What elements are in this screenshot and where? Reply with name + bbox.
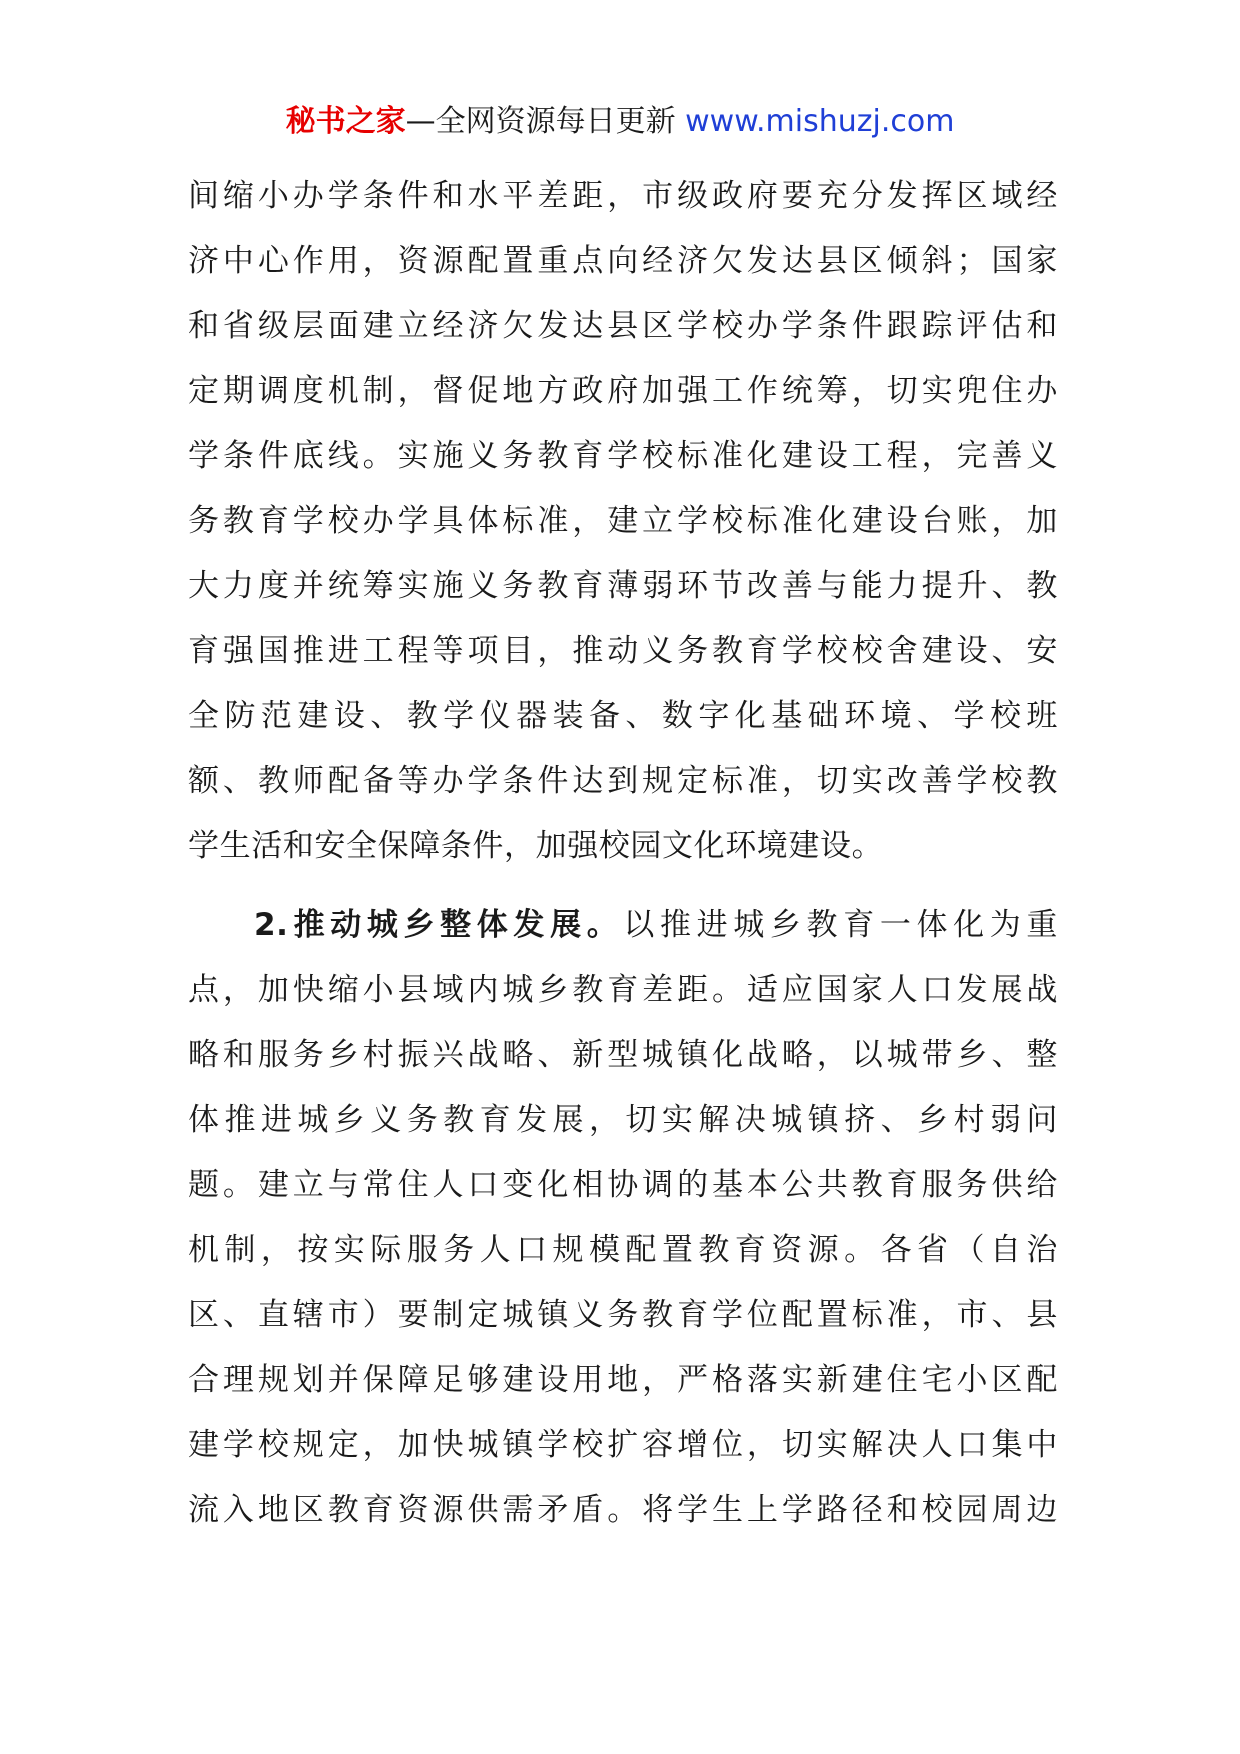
paragraph-line: 大力度并统筹实施义务教育薄弱环节改善与能力提升、教 (188, 568, 1058, 604)
section-heading: 2.推动城乡整体发展。 (254, 907, 624, 943)
paragraph-line: 机制，按实际服务人口规模配置教育资源。各省（自治 (188, 1232, 1058, 1268)
paragraph-line: 育强国推进工程等项目，推动义务教育学校校舍建设、安 (188, 633, 1058, 669)
paragraph-line: 合理规划并保障足够建设用地，严格落实新建住宅小区配 (188, 1362, 1058, 1398)
paragraph-line: 流入地区教育资源供需矛盾。将学生上学路径和校园周边 (188, 1492, 1058, 1528)
paragraph-line: 额、教师配备等办学条件达到规定标准，切实改善学校教 (188, 763, 1058, 799)
paragraph-line: 区、直辖市）要制定城镇义务教育学位配置标准，市、县 (188, 1297, 1058, 1333)
paragraph-line: 务教育学校办学具体标准，建立学校标准化建设台账，加 (188, 503, 1058, 539)
paragraph-line: 建学校规定，加快城镇学校扩容增位，切实解决人口集中 (188, 1427, 1058, 1463)
paragraph-line: 点，加快缩小县域内城乡教育差距。适应国家人口发展战 (188, 972, 1058, 1008)
document-body (188, 164, 1058, 1543)
paragraph-line: 定期调度机制，督促地方政府加强工作统筹，切实兜住办 (188, 373, 1058, 409)
header-tagline: —全网资源每日更新 (405, 104, 686, 139)
paragraph-line-text: 以推进城乡教育一体化为重 (623, 907, 1058, 943)
page-header (0, 102, 1240, 142)
paragraph-first-line (188, 893, 1058, 958)
paragraph-line: 体推进城乡义务教育发展，切实解决城镇挤、乡村弱问 (188, 1102, 1058, 1138)
paragraph-line: 全防范建设、教学仪器装备、数字化基础环境、学校班 (188, 698, 1058, 734)
paragraph-1 (188, 164, 1058, 879)
header-url-link[interactable]: www.mishuzj.com (685, 104, 955, 139)
paragraph-spacer (188, 879, 1058, 893)
header-brand: 秘书之家 (285, 104, 406, 139)
paragraph-line: 学生活和安全保障条件，加强校园文化环境建设。 (188, 828, 884, 864)
paragraph-line: 间缩小办学条件和水平差距，市级政府要充分发挥区域经 (188, 178, 1058, 214)
paragraph-line: 和省级层面建立经济欠发达县区学校办学条件跟踪评估和 (188, 308, 1058, 344)
paragraph-line: 济中心作用，资源配置重点向经济欠发达县区倾斜；国家 (188, 243, 1058, 279)
paragraph-line: 学条件底线。实施义务教育学校标准化建设工程，完善义 (188, 438, 1058, 474)
paragraph-line: 略和服务乡村振兴战略、新型城镇化战略，以城带乡、整 (188, 1037, 1058, 1073)
paragraph-line: 题。建立与常住人口变化相协调的基本公共教育服务供给 (188, 1167, 1058, 1203)
paragraph-2 (188, 893, 1058, 1543)
